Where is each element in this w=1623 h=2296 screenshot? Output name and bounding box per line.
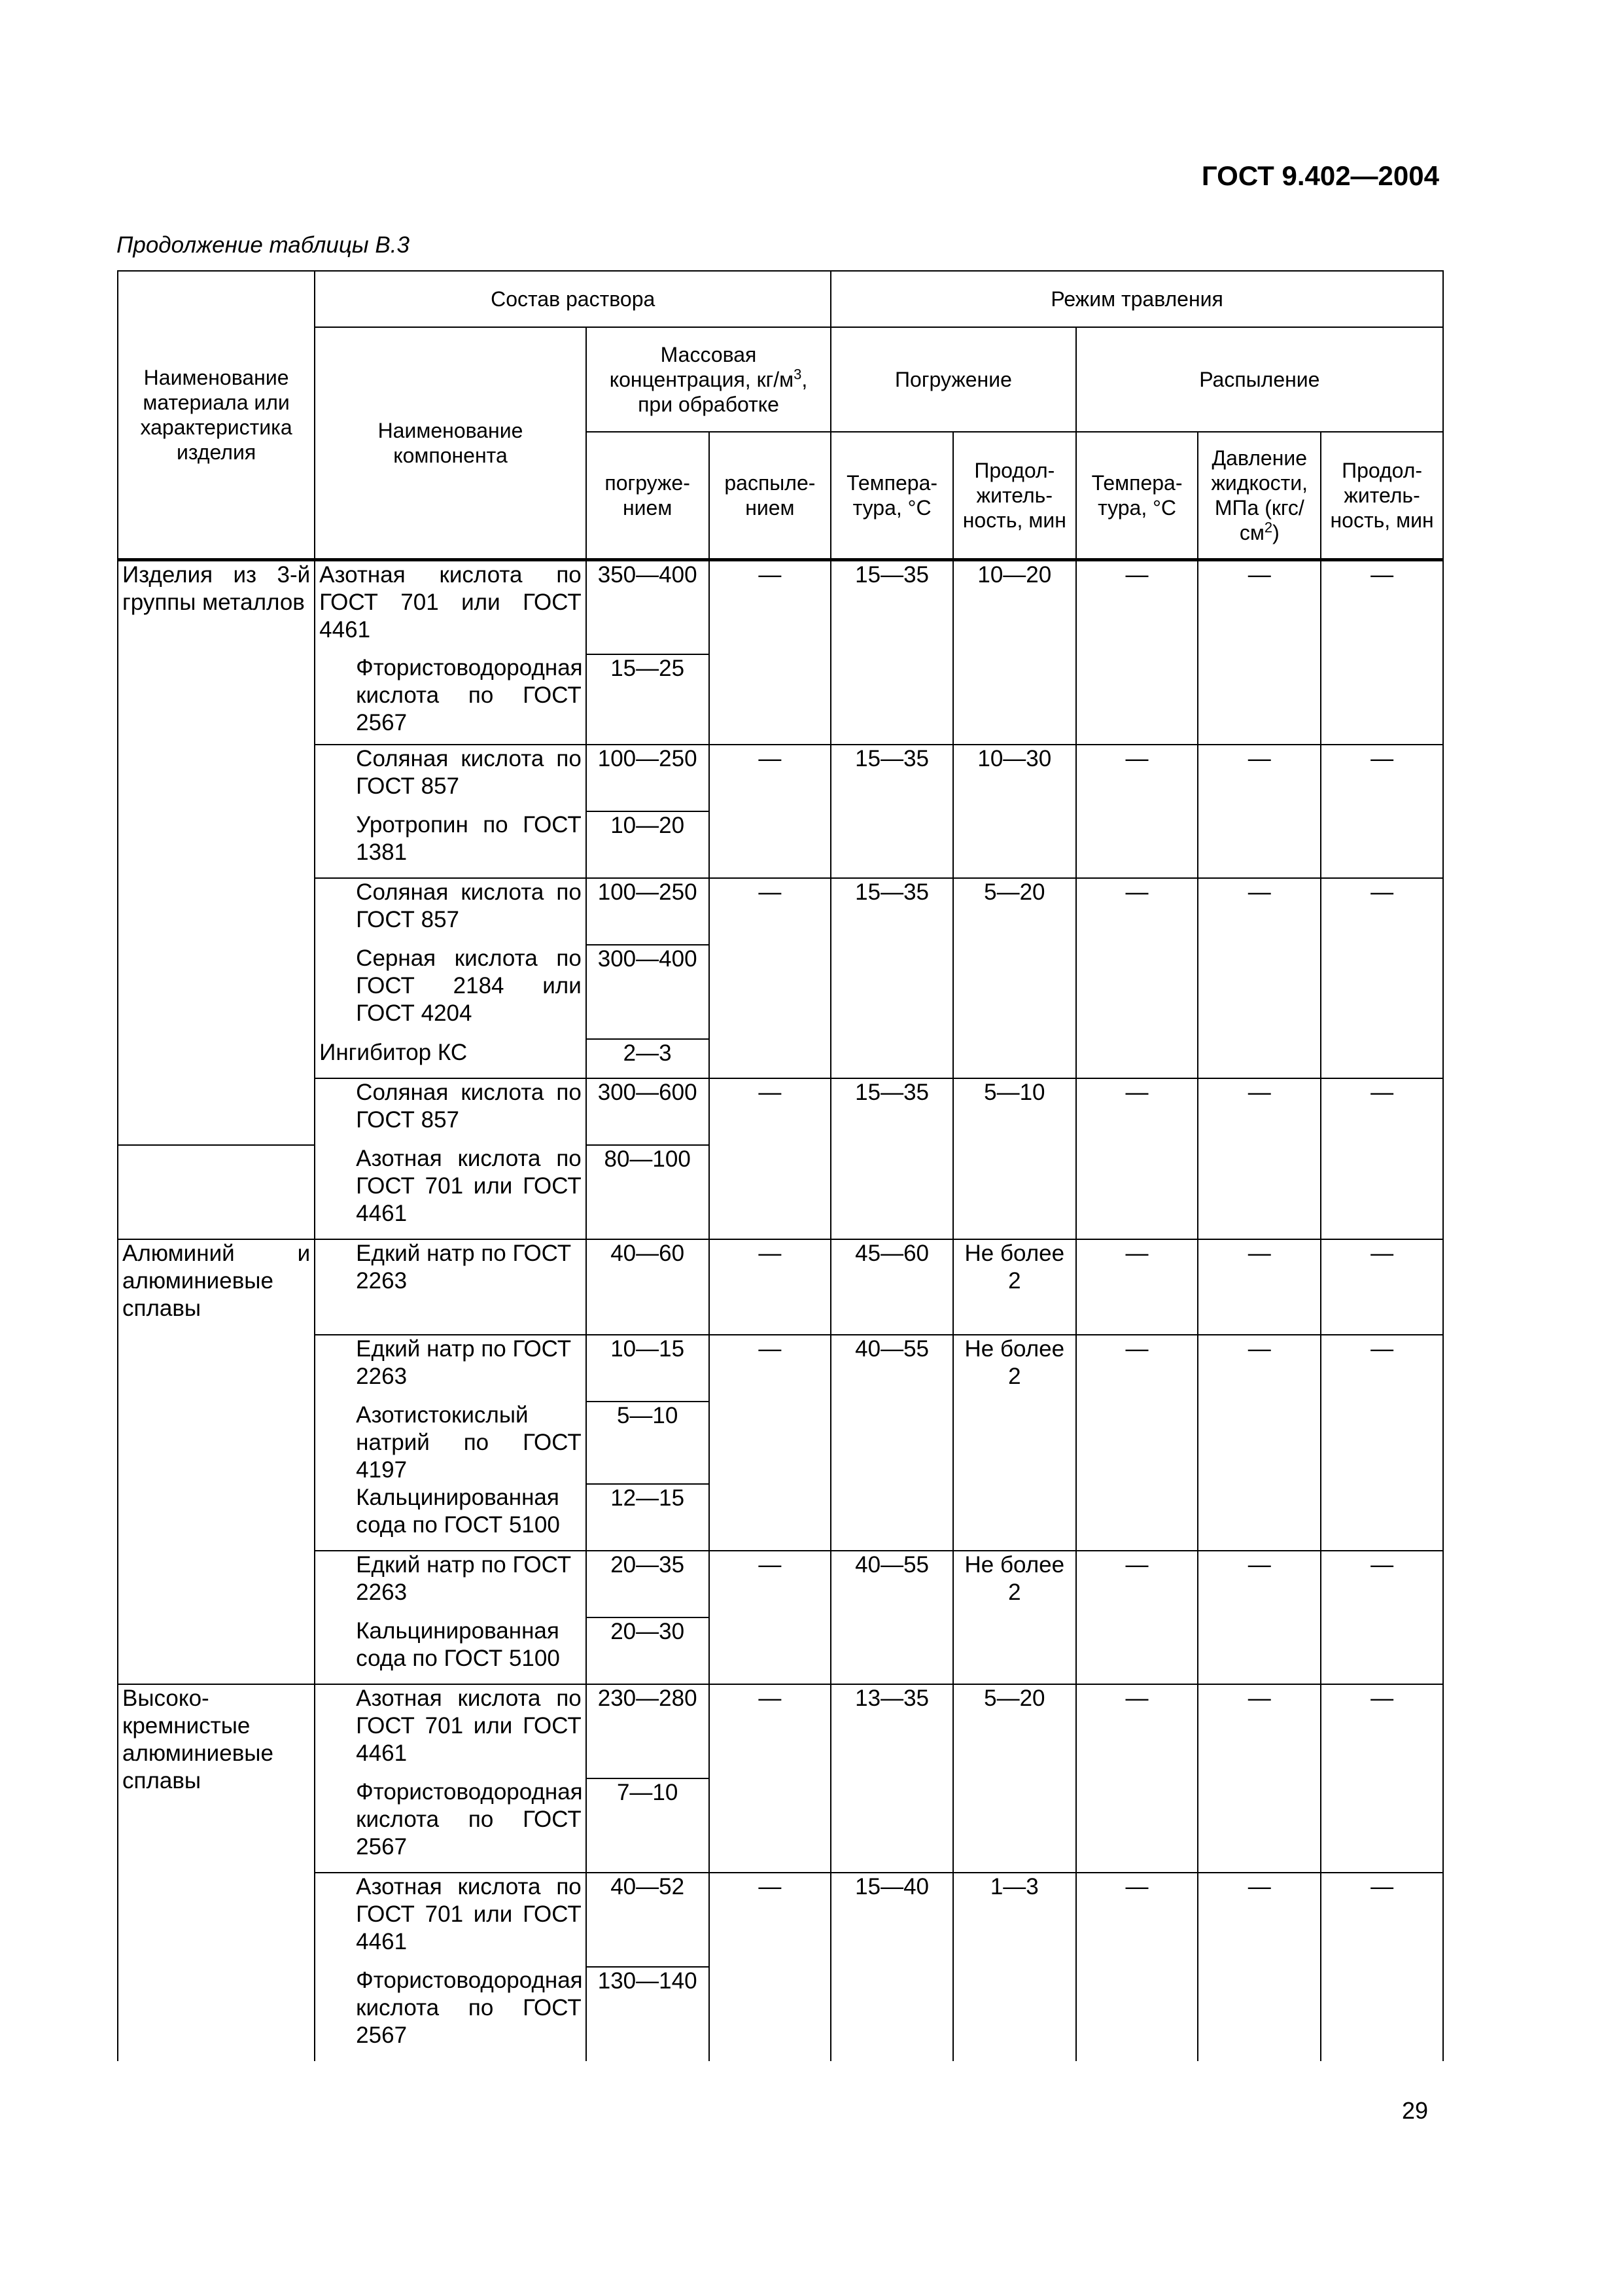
- col-header-spray-temperature: Темпера-тура, °С: [1076, 432, 1198, 560]
- duration-cell: Не более 2: [953, 1335, 1076, 1551]
- component-cell: Азотная кислота по ГОСТ 701 или ГОСТ 4461: [315, 560, 586, 654]
- temperature-cell: 15—35: [831, 560, 953, 745]
- material-cell: Высоко-кремнистые алюминиевые сплавы: [118, 1684, 315, 2061]
- pressure-cell: —: [1198, 1684, 1321, 1873]
- spray-conc-cell: —: [709, 878, 831, 1078]
- component-cell: Фтористоводородная кислота по ГОСТ 2567: [315, 1967, 586, 2061]
- duration-cell: Не более 2: [953, 1551, 1076, 1684]
- spray-temperature-cell: —: [1076, 1873, 1198, 2061]
- spray-duration-cell: —: [1321, 745, 1443, 878]
- temperature-cell: 13—35: [831, 1684, 953, 1873]
- material-cell: Алюминий и алюминиевые сплавы: [118, 1239, 315, 1684]
- concentration-cell: 15—25: [586, 654, 709, 745]
- temperature-cell: 15—40: [831, 1873, 953, 2061]
- concentration-cell: 40—52: [586, 1873, 709, 1967]
- component-cell: Азотистокислый натрий по ГОСТ 4197: [315, 1402, 586, 1484]
- spray-conc-cell: —: [709, 1551, 831, 1684]
- component-cell: Фтористоводородная кислота по ГОСТ 2567: [315, 654, 586, 745]
- temperature-cell: 15—35: [831, 1078, 953, 1239]
- duration-cell: 5—20: [953, 1684, 1076, 1873]
- spray-duration-cell: —: [1321, 1335, 1443, 1551]
- pressure-cell: —: [1198, 745, 1321, 878]
- col-header-pressure: Давление жидкости, МПа $(кгс/см^2)$: [1198, 432, 1321, 560]
- col-header-material: Наименование материала или характеристика изделия: [118, 271, 315, 560]
- component-cell: Серная кислота по ГОСТ 2184 или ГОСТ 4204: [315, 945, 586, 1039]
- component-cell: Фтористоводородная кислота по ГОСТ 2567: [315, 1778, 586, 1873]
- spray-temperature-cell: —: [1076, 878, 1198, 1078]
- etching-table: [117, 270, 1444, 2061]
- duration-cell: 1—3: [953, 1873, 1076, 2061]
- pressure-cell: —: [1198, 560, 1321, 745]
- material-cell: Изделия из 3-й группы металлов: [118, 560, 315, 1078]
- col-header-duration: Продол-житель-ность, мин: [953, 432, 1076, 560]
- col-header-conc-spray: распыле-нием: [709, 432, 831, 560]
- material-cell-continued: [118, 1078, 315, 1145]
- spray-temperature-cell: —: [1076, 1078, 1198, 1239]
- concentration-cell: 7—10: [586, 1778, 709, 1873]
- concentration-cell: 80—100: [586, 1145, 709, 1239]
- page-number: 29: [1401, 2097, 1428, 2124]
- concentration-cell: 230—280: [586, 1684, 709, 1778]
- spray-conc-cell: —: [709, 560, 831, 745]
- component-cell: Азотная кислота по ГОСТ 701 или ГОСТ 4461: [315, 1873, 586, 1967]
- concentration-cell: 300—400: [586, 945, 709, 1039]
- spray-conc-cell: —: [709, 1239, 831, 1335]
- spray-duration-cell: —: [1321, 878, 1443, 1078]
- spray-duration-cell: —: [1321, 1551, 1443, 1684]
- component-cell: Азотная кислота по ГОСТ 701 или ГОСТ 4461: [315, 1684, 586, 1778]
- concentration-cell: 2—3: [586, 1039, 709, 1078]
- concentration-cell: 350—400: [586, 560, 709, 654]
- spray-conc-cell: —: [709, 1873, 831, 2061]
- col-header-component: Наименование компонента: [315, 327, 586, 560]
- pressure-cell: —: [1198, 1551, 1321, 1684]
- component-cell: Едкий натр по ГОСТ 2263: [315, 1239, 586, 1335]
- spray-duration-cell: —: [1321, 1873, 1443, 2061]
- concentration-cell: 20—35: [586, 1551, 709, 1617]
- component-cell: Едкий натр по ГОСТ 2263: [315, 1335, 586, 1402]
- component-cell: Кальцинированная сода по ГОСТ 5100: [315, 1617, 586, 1684]
- col-header-concentration: Массовая концентрация, $кг/м^3$, при обработке: [586, 327, 831, 432]
- spray-conc-cell: —: [709, 1335, 831, 1551]
- duration-cell: 10—30: [953, 745, 1076, 878]
- concentration-cell: 10—20: [586, 811, 709, 878]
- duration-cell: 10—20: [953, 560, 1076, 745]
- standard-code: ГОСТ 9.402—2004: [1201, 160, 1439, 191]
- concentration-cell: 100—250: [586, 878, 709, 945]
- material-cell-continued: [118, 1145, 315, 1239]
- duration-cell: 5—20: [953, 878, 1076, 1078]
- spray-temperature-cell: —: [1076, 1684, 1198, 1873]
- spray-duration-cell: —: [1321, 560, 1443, 745]
- duration-cell: Не более 2: [953, 1239, 1076, 1335]
- pressure-cell: —: [1198, 1335, 1321, 1551]
- temperature-cell: 15—35: [831, 745, 953, 878]
- concentration-cell: 40—60: [586, 1239, 709, 1335]
- col-header-spray-duration: Продол-житель-ность, мин: [1321, 432, 1443, 560]
- duration-cell: 5—10: [953, 1078, 1076, 1239]
- spray-conc-cell: —: [709, 745, 831, 878]
- col-header-immersion: Погружение: [831, 327, 1075, 432]
- col-header-spray: Распыление: [1076, 327, 1443, 432]
- temperature-cell: 15—35: [831, 878, 953, 1078]
- spray-temperature-cell: —: [1076, 1335, 1198, 1551]
- concentration-cell: 100—250: [586, 745, 709, 811]
- concentration-cell: 300—600: [586, 1078, 709, 1145]
- concentration-cell: 130—140: [586, 1967, 709, 2061]
- spray-conc-cell: —: [709, 1078, 831, 1239]
- pressure-cell: —: [1198, 1239, 1321, 1335]
- spray-temperature-cell: —: [1076, 1239, 1198, 1335]
- component-cell: Кальцинированная сода по ГОСТ 5100: [315, 1484, 586, 1551]
- component-cell: Уротропин по ГОСТ 1381: [315, 811, 586, 878]
- col-header-conc-immersion: погруже-нием: [586, 432, 709, 560]
- spray-temperature-cell: —: [1076, 1551, 1198, 1684]
- temperature-cell: 40—55: [831, 1335, 953, 1551]
- pressure-cell: —: [1198, 1873, 1321, 2061]
- component-cell: Соляная кислота по ГОСТ 857: [315, 1078, 586, 1145]
- component-cell: Ингибитор КС: [315, 1039, 586, 1078]
- col-header-solution: Состав раствора: [315, 271, 831, 327]
- temperature-cell: 45—60: [831, 1239, 953, 1335]
- concentration-cell: 20—30: [586, 1617, 709, 1684]
- spray-duration-cell: —: [1321, 1078, 1443, 1239]
- spray-temperature-cell: —: [1076, 560, 1198, 745]
- concentration-cell: 12—15: [586, 1484, 709, 1551]
- component-cell: Соляная кислота по ГОСТ 857: [315, 745, 586, 811]
- concentration-cell: 10—15: [586, 1335, 709, 1402]
- pressure-cell: —: [1198, 878, 1321, 1078]
- component-cell: Соляная кислота по ГОСТ 857: [315, 878, 586, 945]
- col-header-temperature: Темпера-тура, °С: [831, 432, 953, 560]
- spray-conc-cell: —: [709, 1684, 831, 1873]
- component-cell: Азотная кислота по ГОСТ 701 или ГОСТ 4461: [315, 1145, 586, 1239]
- table-caption: Продолжение таблицы В.3: [116, 232, 410, 258]
- spray-duration-cell: —: [1321, 1239, 1443, 1335]
- spray-duration-cell: —: [1321, 1684, 1443, 1873]
- col-header-mode: Режим травления: [831, 271, 1443, 327]
- component-cell: Едкий натр по ГОСТ 2263: [315, 1551, 586, 1617]
- concentration-cell: 5—10: [586, 1402, 709, 1484]
- temperature-cell: 40—55: [831, 1551, 953, 1684]
- spray-temperature-cell: —: [1076, 745, 1198, 878]
- pressure-cell: —: [1198, 1078, 1321, 1239]
